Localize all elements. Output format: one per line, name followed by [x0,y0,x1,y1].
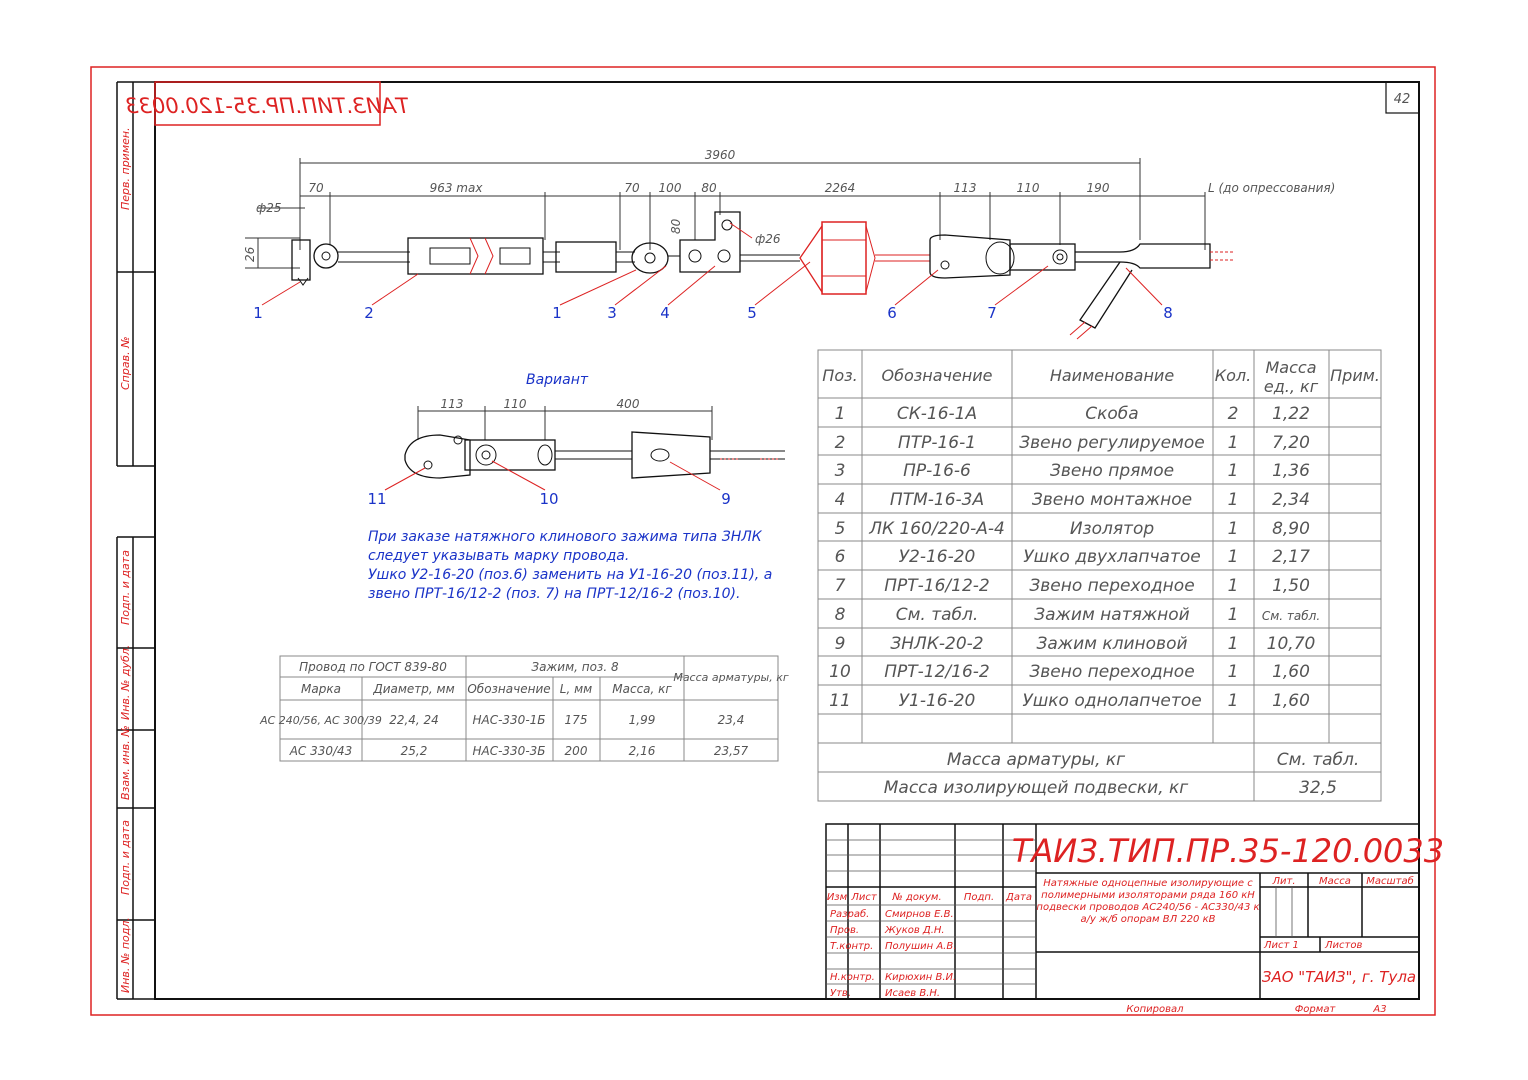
hdr-oboz: Обозначение [881,366,993,385]
dim-phi25: ф25 [256,201,282,215]
spec-table-text [822,358,1380,798]
spec-cell-r3-c4: 1 [1227,461,1239,481]
wire-r1-marka: АС 240/56, АС 300/39 [260,714,382,727]
spec-cell-r9-c2: ЗНЛК-20-2 [890,634,984,654]
spec-cell-r1-c5: 1,22 [1272,404,1310,424]
side-label-inv-dubl: Инв. № дубл. [119,644,132,720]
variant-dim-110: 110 [503,397,527,411]
name-nkontr: Кирюхин В.И. [885,972,957,983]
callout-2: 2 [364,304,374,322]
masshtab-label: Масштаб [1366,876,1414,887]
spec-cell-r9-c5: 10,70 [1266,634,1316,654]
footer-massa-arm-value: См. табл. [1276,750,1360,770]
callout-4: 4 [660,304,670,322]
dim-190: 190 [1086,181,1110,195]
spec-cell-r11-c4: 1 [1227,691,1239,711]
spec-cell-r7-c1: 7 [834,576,846,596]
dim-phi26: ф26 [755,232,781,246]
spec-cell-r10-c5: 1,60 [1272,662,1310,682]
name-tkontr: Полушин А.В. [885,941,957,952]
spec-cell-r9-c3: Зажим клиновой [1036,634,1188,654]
name-prov: Жуков Д.Н. [885,925,945,936]
wire-r1-arm: 23,4 [717,713,745,727]
spec-cell-r1-c1: 1 [834,404,846,424]
spec-cell-r3-c1: 3 [834,461,846,481]
spec-cell-r5-c3: Изолятор [1069,519,1155,539]
main-dimensions [243,148,1335,262]
footer-massa-pod-label: Масса изолирующей подвески, кг [883,778,1189,798]
note-line-1: При заказе натяжного клинового зажима типа ЗНЛК [368,529,762,545]
spec-cell-r10-c3: Звено переходное [1029,662,1195,682]
role-nkontr: Н.контр. [830,972,875,983]
footer-massa-pod-value: 32,5 [1299,778,1337,798]
note-line-3: Ушко У2-16-20 (поз.6) заменить на У1-16-20 (поз.11), а [368,567,773,583]
wire-group3: Масса арматуры, кг [673,671,789,684]
col-data: Дата [1006,892,1032,903]
dim-h26: 26 [243,246,257,262]
wire-r1-L: 175 [564,713,588,727]
callout-3: 3 [607,304,617,322]
dim-100: 100 [658,181,682,195]
spec-cell-r5-c2: ЛК 160/220-А-4 [869,519,1005,539]
side-label-podp1: Подп. и дата [119,550,132,625]
spec-cell-r2-c1: 2 [834,433,846,453]
spec-cell-r3-c3: Звено прямое [1049,461,1175,481]
dim-h80: 80 [669,218,683,234]
callout-10: 10 [539,490,559,508]
kopiroval-label: Копировал [1126,1004,1184,1015]
dim-70a: 70 [308,181,324,195]
spec-cell-r6-c2: У2-16-20 [898,547,976,567]
spec-cell-r7-c4: 1 [1227,576,1239,596]
spec-cell-r8-c5: См. табл. [1261,609,1321,623]
side-label-sprav: Справ. № [119,336,132,390]
spec-cell-r1-c4: 2 [1227,404,1239,424]
spec-cell-r5-c5: 8,90 [1272,519,1310,539]
spec-cell-r5-c4: 1 [1227,519,1239,539]
callout-9: 9 [721,490,731,508]
name-razrab: Смирнов Е.В. [885,909,954,920]
callout-1b: 1 [552,304,562,322]
spec-cell-r4-c4: 1 [1227,490,1239,510]
wire-h-massa: Масса, кг [612,682,672,696]
spec-cell-r10-c2: ПРТ-12/16-2 [884,662,990,682]
listov-label: Листов [1325,940,1363,951]
callout-8: 8 [1163,304,1173,322]
desc-line-1: Натяжные одноцепные изолирующие с [1043,878,1253,889]
wire-r1-massa: 1,99 [628,713,656,727]
title-right-labels [1263,875,1414,951]
spec-cell-r7-c5: 1,50 [1272,576,1310,596]
variant-assembly [385,406,785,490]
spec-cell-r11-c1: 11 [829,691,851,711]
spec-cell-r4-c3: Звено монтажное [1031,490,1193,510]
side-label-vzam: Взам. инв. № [119,725,132,800]
spec-cell-r1-c2: СК-16-1А [896,404,978,424]
spec-cell-r3-c2: ПР-16-6 [903,461,971,481]
spec-cell-r7-c2: ПРТ-16/12-2 [884,576,990,596]
spec-cell-r6-c3: Ушко двухлапчатое [1023,547,1201,567]
spec-cell-r4-c2: ПТМ-16-3А [889,490,985,510]
org-name: ЗАО "ТАИЗ", г. Тула [1261,968,1417,986]
role-prov: Пров. [830,925,860,936]
variant-dim-400: 400 [616,397,640,411]
hdr-poz: Поз. [822,366,858,385]
wire-table-text [259,660,789,758]
role-utv: Утв. [830,988,851,999]
wire-r2-diam: 25,2 [400,744,428,758]
col-izm: Изм [826,892,848,903]
spec-cell-r2-c4: 1 [1227,433,1239,453]
spec-cell-r3-c5: 1,36 [1272,461,1310,481]
spec-cell-r11-c5: 1,60 [1272,691,1310,711]
spec-cell-r2-c2: ПТР-16-1 [897,433,977,453]
variant-dims [441,397,640,411]
spec-cell-r4-c5: 2,34 [1272,490,1310,510]
spec-cell-r7-c3: Звено переходное [1029,576,1195,596]
dim-70b: 70 [624,181,640,195]
wire-h-diam: Диаметр, мм [373,682,455,696]
format-value: А3 [1373,1004,1387,1015]
callout-7: 7 [987,304,997,322]
dim-113: 113 [953,181,977,195]
spec-cell-r2-c3: Звено регулируемое [1019,433,1205,453]
massa-label: Масса [1319,876,1351,887]
callout-11: 11 [367,490,387,508]
dim-110: 110 [1016,181,1040,195]
wire-r1-diam: 22,4, 24 [389,713,439,727]
callout-1a: 1 [253,304,263,322]
callout-5: 5 [747,304,757,322]
title-code: ТАИЗ.ТИП.ПР.35-120.0033 [1011,832,1445,870]
desc-line-4: а/у ж/б опорам ВЛ 220 кВ [1080,914,1216,925]
spec-cell-r9-c4: 1 [1227,634,1239,654]
main-callouts [253,304,1173,322]
dim-total: 3960 [704,148,736,162]
spec-cell-r9-c1: 9 [834,634,846,654]
lit-label: Лит. [1272,876,1296,887]
wire-r2-arm: 23,57 [713,744,749,758]
desc-line-2: полимерными изоляторами ряда 160 кН [1041,890,1255,901]
wire-r2-massa: 2,16 [628,744,656,758]
role-tkontr: Т.контр. [830,941,874,952]
side-label-podp2: Подп. и дата [119,820,132,895]
title-col-headers [827,892,1032,903]
hdr-kol: Кол. [1214,366,1252,385]
dim-2264: 2264 [824,181,856,195]
col-list: Лист [851,892,877,903]
wire-h-oboz: Обозначение [467,682,551,696]
dim-L: L (до опрессования) [1208,181,1336,195]
spec-cell-r5-c1: 5 [834,519,846,539]
spec-cell-r6-c4: 1 [1227,547,1239,567]
callout-6: 6 [887,304,897,322]
hdr-naim: Наименование [1049,366,1175,385]
title-roles [830,908,956,999]
col-podp: Подп. [963,892,995,903]
spec-cell-r8-c3: Зажим натяжной [1034,605,1190,625]
dim-80: 80 [701,181,717,195]
wire-group2: Зажим, поз. 8 [531,660,619,674]
hdr-prim: Прим. [1330,366,1380,385]
hdr-massa: Масса ед., кг [1263,358,1319,396]
spec-cell-r10-c1: 10 [829,662,851,682]
wire-group1: Провод по ГОСТ 839-80 [299,660,447,674]
spec-cell-r8-c1: 8 [834,605,846,625]
mirrored-stamp-text: ТАИЗ.ТИП.ПР.35-120.0033 [125,94,409,118]
note-line-2: следует указывать марку провода. [368,548,630,564]
variant-title: Вариант [525,372,589,388]
spec-cell-r10-c4: 1 [1227,662,1239,682]
wire-r2-L: 200 [564,744,588,758]
col-doc: № докум. [892,892,942,903]
spec-cell-r6-c1: 6 [834,547,846,567]
wire-r2-marka: АС 330/43 [289,744,353,758]
wire-r1-oboz: НАС-330-1Б [472,713,546,727]
role-razrab: Разраб. [830,909,870,920]
spec-cell-r6-c5: 2,17 [1272,547,1310,567]
order-note [368,528,808,604]
format-label: Формат [1294,1004,1336,1015]
spec-cell-r8-c4: 1 [1227,605,1239,625]
variant-dim-113: 113 [440,397,464,411]
list-label: Лист 1 [1264,940,1299,951]
spec-cell-r2-c5: 7,20 [1272,433,1310,453]
variant-callouts [367,490,730,508]
dim-963: 963 max [429,181,483,195]
title-description [1036,878,1259,925]
wire-h-marka: Марка [301,682,341,696]
spec-cell-r4-c1: 4 [834,490,846,510]
footer-massa-arm-label: Масса арматуры, кг [946,750,1126,770]
spec-cell-r8-c2: См. табл. [895,605,979,625]
side-labels [119,127,132,993]
spec-cell-r1-c3: Скоба [1085,404,1139,424]
side-label-inv-podl: Инв. № подл. [119,917,132,993]
note-line-4: звено ПРТ-16/12-2 (поз. 7) на ПРТ-12/16-2 (поз.10). [368,586,741,602]
spec-cell-r11-c3: Ушко однолапчетое [1022,691,1202,711]
side-label-perv: Перв. примен. [119,127,132,210]
wire-r2-oboz: НАС-330-3Б [472,744,546,758]
name-utv: Исаев В.Н. [885,988,941,999]
wire-h-L: L, мм [559,682,593,696]
desc-line-3: подвески проводов АС240/56 - АС330/43 к [1036,902,1260,913]
sheet-number: 42 [1393,92,1411,107]
spec-cell-r11-c2: У1-16-20 [898,691,976,711]
